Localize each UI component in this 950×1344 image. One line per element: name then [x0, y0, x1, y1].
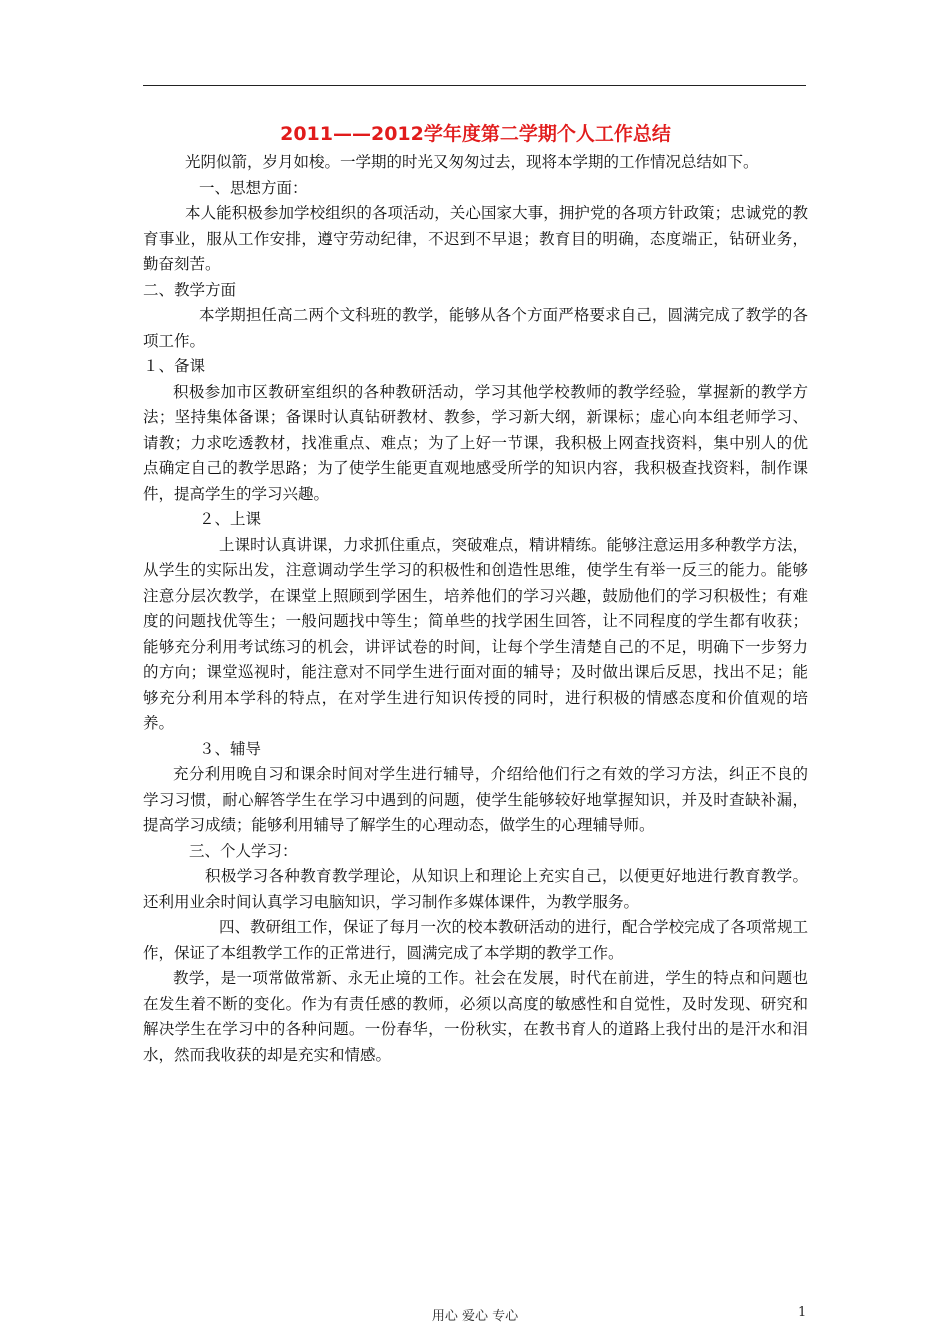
- header-rule: [143, 85, 806, 86]
- paragraph-lesson-prep: 积极参加市区教研室组织的各种教研活动，学习其他学校教师的教学经验，掌握新的教学方法；坚持集体备课；备课时认真钻研教材、教参，学习新大纲，新课标；虚心向本组老师学习、请教；力求吃透教材，找准重点、难点；为了上好一节课，我积极上网查找资料，集中别人的优点确定自己的教学思路；为了使学生能更直观地感受所学的知识内容，我积极查找资料，制作课件，提高学生的学习兴趣。: [143, 382, 808, 503]
- section-heading-teaching: 二、教学方面: [143, 280, 237, 299]
- paragraph-personal-study: 积极学习各种教育教学理论，从知识上和理论上充实自己，以便更好地进行教育教学。还利用业余时间认真学习电脑知识，学习制作多媒体课件，为教学服务。: [143, 867, 808, 911]
- subheading-lesson-prep: １、备课: [143, 357, 206, 375]
- document-body: [143, 122, 808, 1068]
- subheading-lecturing: ２、上课: [199, 510, 262, 528]
- paragraph-lecturing: 上课时认真讲课，力求抓住重点，突破难点，精讲精练。能够注意运用多种教学方法，从学生的实际出发，注意调动学生学习的积极性和创造性思维，使学生有举一反三的能力。能够注意分层次教学，在课堂上照顾到学困生，培养他们的学习兴趣，鼓励他们的学习积极性；有难度的问题找优等生；一般问题找中等生；简单些的找学困生回答，让不同程度的学生都有收获；能够充分利用考试练习的机会，讲评试卷的时间，让每个学生清楚自己的不足，明确下一步努力的方向；课堂巡视时，能注意对不同学生进行面对面的辅导；及时做出课后反思，找出不足；能够充分利用本学科的特点，在对学生进行知识传授的同时，进行积极的情感态度和价值观的培养。: [143, 535, 809, 732]
- section-heading-personal-study: 三、个人学习：: [189, 841, 298, 860]
- paragraph-teaching: 本学期担任高二两个文科班的教学，能够从各个方面严格要求自己，圆满完成了教学的各项工作。: [143, 306, 808, 350]
- footer-slogan: 用心 爱心 专心: [431, 1309, 519, 1324]
- page-number: 1: [798, 1305, 807, 1320]
- paragraph-research-group: 四、教研组工作，保证了每月一次的校本教研活动的进行，配合学校完成了各项常规工作，保证了本组教学工作的正常进行，圆满完成了本学期的教学工作。: [143, 918, 809, 962]
- paragraph-tutoring: 充分利用晚自习和课余时间对学生进行辅导，介绍给他们行之有效的学习方法，纠正不良的学习习惯，耐心解答学生在学习中遇到的问题，使学生能够较好地掌握知识，并及时查缺补漏，提高学习成绩；能够利用辅导了解学生的心理动态，做学生的心理辅导师。: [143, 765, 808, 834]
- paragraph-conclusion: 教学，是一项常做常新、永无止境的工作。社会在发展，时代在前进，学生的特点和问题也在发生着不断的变化。作为有责任感的教师，必须以高度的敏感性和自觉性，及时发现、研究和解决学生在学习中的各种问题。一份春华，一份秋实，在教书育人的道路上我付出的是汗水和泪水，然而我收获的却是充实和情感。: [143, 969, 808, 1064]
- section-heading-ideology: 一、思想方面：: [199, 178, 308, 197]
- subheading-tutoring: ３、辅导: [199, 739, 262, 758]
- document-title: 2011——2012学年度第二学期个人工作总结: [280, 123, 671, 145]
- paragraph-ideology: 本人能积极参加学校组织的各项活动，关心国家大事，拥护党的各项方针政策；忠诚党的教育事业，服从工作安排，遵守劳动纪律，不迟到不早退；教育目的明确，态度端正，钻研业务，勤奋刻苦。: [143, 204, 808, 273]
- intro-paragraph: 光阴似箭，岁月如梭。一学期的时光又匆匆过去，现将本学期的工作情况总结如下。: [185, 153, 759, 171]
